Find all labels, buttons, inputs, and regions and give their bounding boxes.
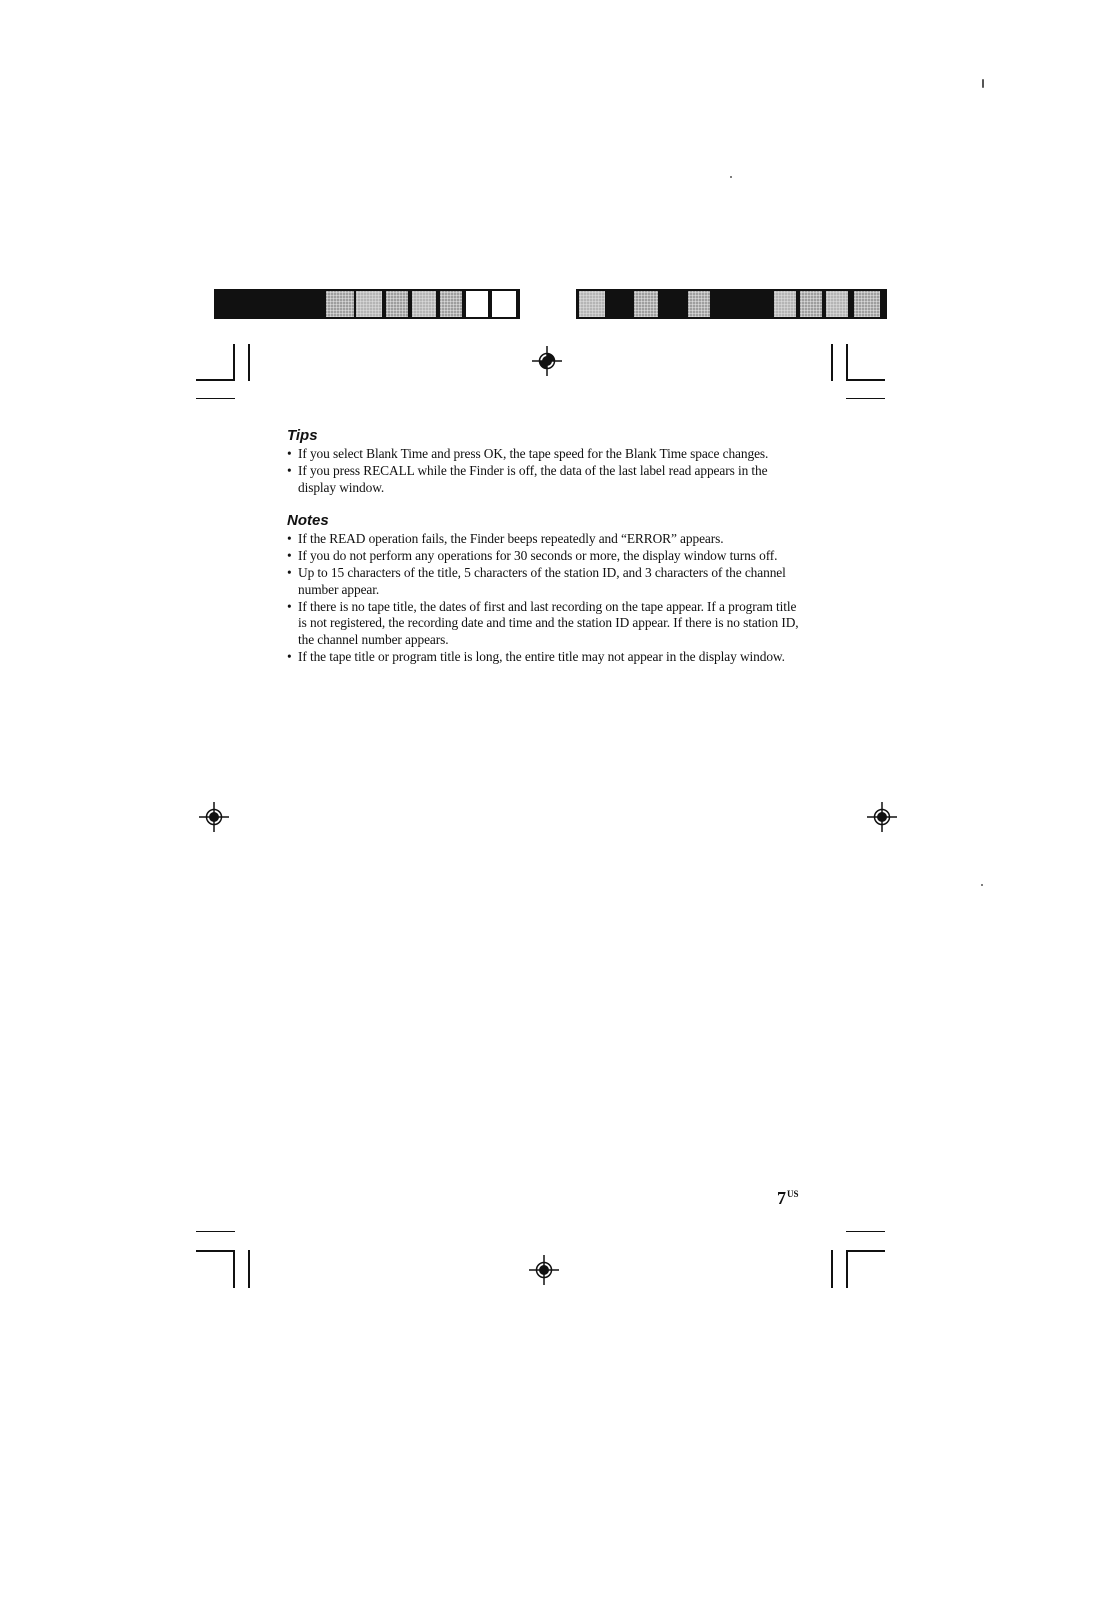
crosshair-target-icon <box>532 346 562 376</box>
list-item: • If the READ operation fails, the Finder beeps repeatedly and “ERROR” appears. <box>287 531 807 548</box>
scan-speck <box>730 176 732 178</box>
halftone-block <box>412 291 436 317</box>
crosshair-target-icon <box>529 1255 559 1285</box>
header-color-bar-left <box>214 289 520 319</box>
page-number-suffix: US <box>787 1189 799 1199</box>
crosshair-target-icon <box>199 802 229 832</box>
notes-heading: Notes <box>287 512 329 530</box>
notes-list <box>287 531 807 665</box>
list-item: • Up to 15 characters of the title, 5 characters of the station ID, and 3 characters of the channel number appear. <box>287 565 807 599</box>
page-number-value: 7 <box>777 1188 786 1208</box>
tips-heading: Tips <box>287 427 318 444</box>
white-block <box>492 291 516 317</box>
halftone-block <box>688 291 710 317</box>
tips-list <box>287 446 807 496</box>
crosshair-target-icon <box>867 802 897 832</box>
halftone-block <box>854 291 880 317</box>
white-block <box>466 291 488 317</box>
list-item: • If you press RECALL while the Finder is off, the data of the last label read appears in the display window. <box>287 463 807 497</box>
page-content <box>287 427 807 666</box>
list-item: • If the tape title or program title is long, the entire title may not appear in the display window. <box>287 649 807 666</box>
halftone-block <box>579 291 605 317</box>
halftone-block <box>386 291 408 317</box>
halftone-block <box>800 291 822 317</box>
halftone-block <box>774 291 796 317</box>
scan-speck <box>981 884 983 886</box>
halftone-block <box>326 291 354 317</box>
scan-speck <box>982 79 984 88</box>
list-item: • If there is no tape title, the dates of first and last recording on the tape appear. If a program title is not registered, the recording date and time and the station ID appear. If there is no station ID, the channel number appears. <box>287 599 807 649</box>
halftone-block <box>440 291 462 317</box>
header-color-bar-right <box>576 289 887 319</box>
list-item: • If you do not perform any operations for 30 seconds or more, the display window turns off. <box>287 548 807 565</box>
page-number <box>777 1184 799 1208</box>
halftone-block <box>634 291 658 317</box>
list-item: • If you select Blank Time and press OK, the tape speed for the Blank Time space changes. <box>287 446 807 463</box>
halftone-block <box>826 291 848 317</box>
halftone-block <box>356 291 382 317</box>
